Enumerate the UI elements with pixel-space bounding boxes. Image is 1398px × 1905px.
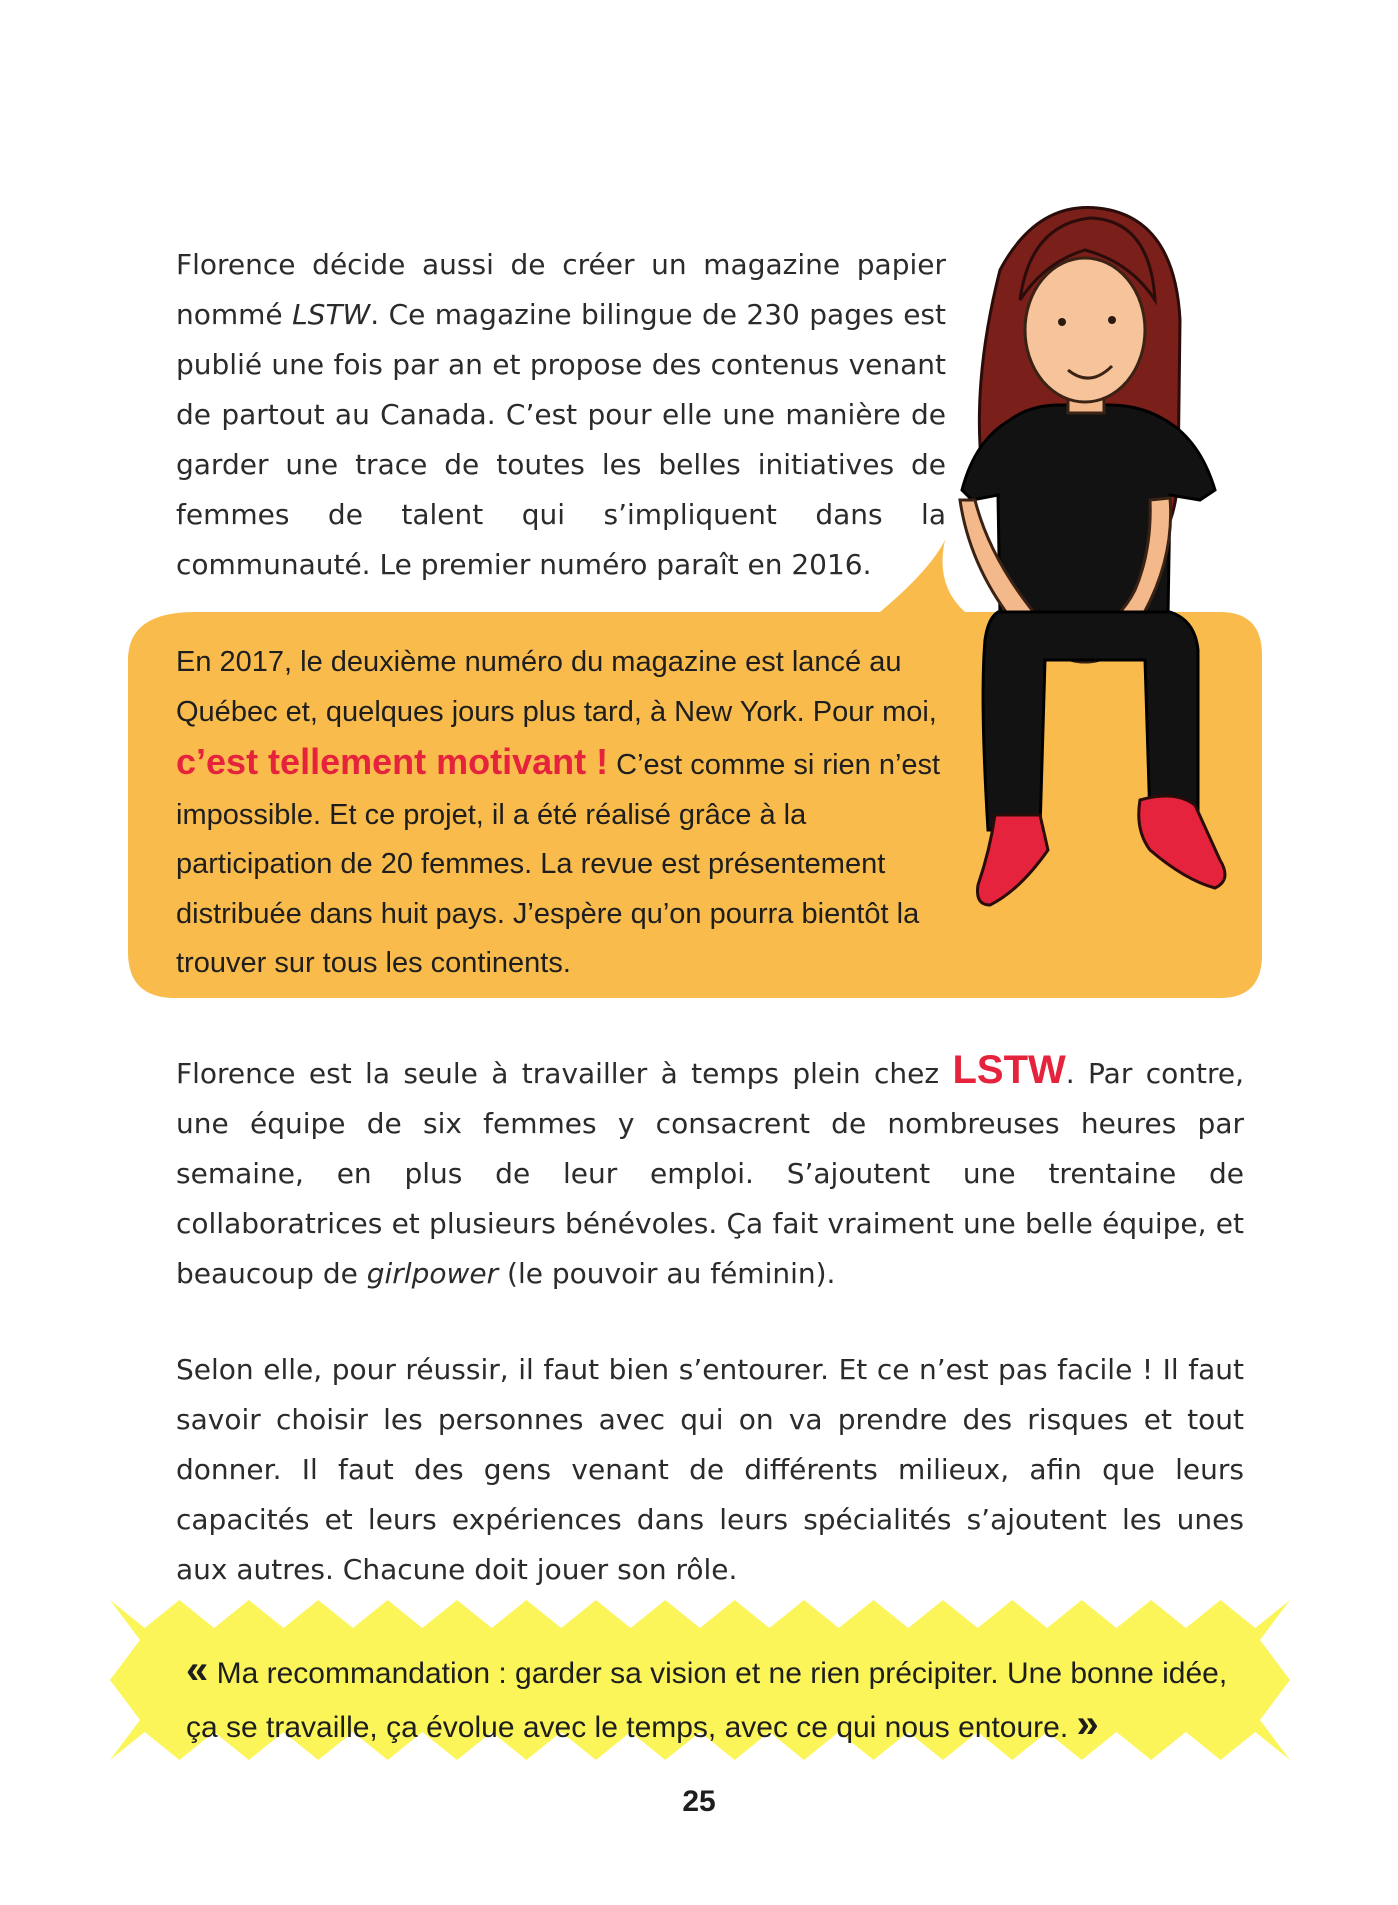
bubble-highlight: c’est tellement motivant ! <box>176 741 609 782</box>
bubble-text-start: En 2017, le deuxième numéro du magazine est lancé au Québec et, quelques jours plus tard, à New York. Pour moi, <box>176 646 937 728</box>
page-number: 25 <box>682 1785 716 1818</box>
close-quote-mark: » <box>1076 1702 1099 1746</box>
bubble-text-end: C’est comme si rien n’est impossible. Et ce projet, il a été réalisé grâce à la participation de 20 femmes. La revue est présentement distribuée dans huit pays. J’espère qu’on pourra bientôt la trouver sur tous les continents. <box>176 749 941 979</box>
right-shoe <box>1139 796 1225 888</box>
intro-line-2b: . Ce magazine bilingue de 230 pages <box>370 298 894 331</box>
team-text-end: (le pouvoir au féminin). <box>498 1257 836 1290</box>
open-quote-mark: « <box>186 1648 209 1692</box>
intro-line-4: venant de partout au Canada. C’est pour elle une <box>176 348 946 431</box>
intro-line-7: communauté. Le premier numéro paraît en 2016. <box>176 548 872 581</box>
right-eye <box>1108 316 1116 324</box>
intro-line-3: est publié une fois par an et propose des contenus <box>176 298 946 381</box>
intro-line-5: manière de garder une trace de toutes les belles <box>176 398 946 481</box>
magazine-name: LSTW <box>292 298 371 331</box>
intro-line-6: initiatives de femmes de talent qui s’impliquent dans la <box>176 448 947 531</box>
lstw-brand: LSTW <box>952 1048 1066 1092</box>
face <box>1025 258 1145 402</box>
team-text-start: Florence est la seule à travailler à temps plein chez <box>176 1057 953 1090</box>
girlpower-term: girlpower <box>366 1257 499 1290</box>
team-text-middle: . Par contre, une équipe de six femmes y consacrent de nombreuses heures par semaine, en plus de leur emploi. S’ajoutent une trentaine de collaboratrices et plusieurs bénévoles. Ça fait vraiment une belle équipe, et beaucoup de <box>176 1057 1244 1290</box>
left-eye <box>1058 318 1066 326</box>
intro-line-2a: nommé <box>176 298 293 331</box>
advice-paragraph: Selon elle, pour réussir, il faut bien s’entourer. Et ce n’est pas facile ! Il faut savoir choisir les personnes avec qui on va prendre des risques et tout donner. Il faut des gens venant de différents milieux, afin que leurs capacités et leurs expériences dans leurs spécialités s’ajoutent les unes aux autres. Chacune doit jouer son rôle. <box>176 1353 1244 1586</box>
intro-line-1: Florence décide aussi de créer un magazine papier <box>176 248 946 281</box>
recommendation-text: Ma recommandation : garder sa vision et ne rien précipiter. Une bonne idée, ça se travaille, ça évolue avec le temps, avec ce qui nous entoure. <box>186 1657 1228 1744</box>
